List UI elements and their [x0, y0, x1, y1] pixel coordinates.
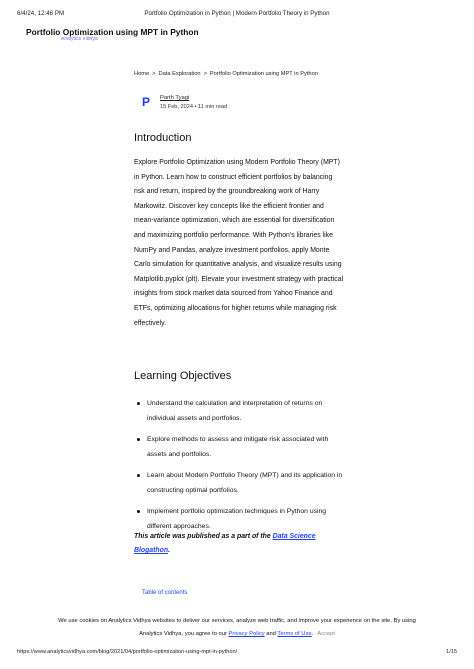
print-datetime: 6/4/24, 12:46 PM	[17, 10, 65, 17]
blogathon-link[interactable]: Data Science Blogathon	[134, 533, 316, 554]
list-item: Explore methods to assess and mitigate risk associated with assets and portfolios.	[137, 432, 347, 462]
cookie-text: We use cookies on Analytics Vidhya websites to deliver our services, analyze web traffic, and improve your experience on the site. By using	[58, 618, 416, 624]
author-avatar[interactable]: P	[141, 95, 150, 109]
breadcrumb-current: Portfolio Optimization using MPT in Python	[209, 71, 318, 77]
blogathon-suffix: .	[168, 547, 170, 554]
cookie-period: .	[311, 631, 314, 637]
list-item: Implement portfolio optimization techniques in Python using different approaches.	[137, 504, 347, 534]
print-page-number: 1/15	[446, 649, 457, 655]
print-page-title: Portfolio Optimization in Python | Modern Portfolio Theory in Python	[144, 10, 330, 17]
blogathon-prefix: This article was published as a part of the	[134, 533, 273, 540]
cookie-consent-bar	[0, 612, 474, 644]
breadcrumb-category[interactable]: Data Exploration	[158, 71, 201, 77]
intro-heading: Introduction	[134, 132, 192, 144]
print-footer	[17, 649, 457, 659]
list-item: Understand the calculation and interpretation of returns on individual assets and portfolios.	[137, 396, 347, 426]
cookie-text-prefix: Analytics Vidhya, you agree to our	[139, 631, 229, 637]
print-header	[17, 10, 457, 22]
print-url: https://www.analyticsvidhya.com/blog/2021/04/portfolio-optimization-using-mpt-in-python/	[17, 649, 238, 655]
breadcrumb	[134, 71, 318, 77]
author-name-link[interactable]: Parth Tyagi	[160, 95, 190, 101]
privacy-policy-link[interactable]: Privacy Policy	[228, 631, 265, 637]
learning-objectives-heading: Learning Objectives	[134, 370, 232, 382]
breadcrumb-home[interactable]: Home	[134, 71, 150, 77]
article-meta: 15 Feb, 2024 • 11 min read	[160, 104, 228, 110]
table-of-contents-toggle[interactable]: Table of contents	[142, 590, 188, 596]
blogathon-note	[134, 530, 344, 558]
breadcrumb-separator: >	[203, 71, 207, 77]
cookie-text-line2	[0, 628, 474, 641]
cookie-and: and	[264, 631, 278, 637]
accept-cookies-button[interactable]: Accept	[317, 631, 335, 637]
author-block	[134, 92, 334, 116]
breadcrumb-separator: >	[152, 71, 156, 77]
intro-paragraph: Explore Portfolio Optimization using Modern Portfolio Theory (MPT) in Python. Learn how to construct efficient portfolios by balancing risk and return, inspired by the groundbreaking work of Harry Markowitz. Discover key concepts like the efficient frontier and mean-variance optimization, which are essential for diversification and maximizing portfolio performance. With Python's libraries like NumPy and Pandas, analyze investment portfolios, apply Monte Carlo simulation for quantitative analysis, and visualize results using Matplotlib.pyplot (plt). Elevate your investment strategy with practical insights from stock market data sourced from Yahoo Finance and ETFs, optimizing allocations for higher returns while managing risk effectively.	[134, 159, 344, 327]
terms-of-use-link[interactable]: Terms of Use	[277, 631, 312, 637]
sticky-article-title-bar	[26, 25, 448, 47]
sticky-article-title: Portfolio Optimization using MPT in Python	[26, 27, 199, 37]
list-item: Learn about Modern Portfolio Theory (MPT) and its application in constructing optimal portfolios.	[137, 468, 347, 498]
learning-objectives-list	[137, 396, 347, 540]
sticky-cut-text: Analytics Vidhya	[61, 37, 98, 42]
